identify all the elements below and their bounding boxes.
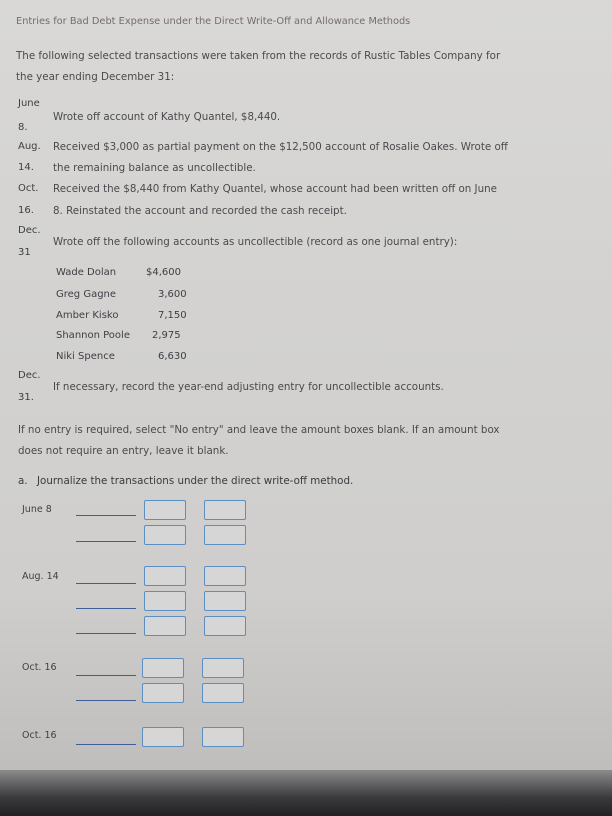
transaction-date-day: 31 <box>18 247 31 258</box>
account-amount: 7,150 <box>158 310 187 321</box>
transaction-description: Received $3,000 as partial payment on the $12,500 account of Rosalie Oakes. Wrote off <box>53 141 508 153</box>
account-amount: 6,630 <box>158 351 187 362</box>
transaction-description: Wrote off the following accounts as uncollectible (record as one journal entry): <box>53 236 458 248</box>
account-select[interactable] <box>76 744 136 745</box>
account-name: Greg Gagne <box>56 289 117 300</box>
credit-amount-input[interactable] <box>204 525 246 545</box>
bottom-shadow <box>0 770 612 816</box>
part-a-heading: Journalize the transactions under the direct write-off method. <box>37 475 354 487</box>
transaction-description: 8. Reinstated the account and recorded the cash receipt. <box>53 205 347 217</box>
intro-text-line-2: the year ending December 31: <box>16 71 175 83</box>
account-select[interactable] <box>76 608 136 609</box>
transaction-date-day: 31. <box>18 392 34 403</box>
debit-amount-input[interactable] <box>144 591 186 611</box>
transaction-date-month: Aug. <box>18 141 41 152</box>
account-amount: 2,975 <box>152 330 181 341</box>
credit-amount-input[interactable] <box>204 591 246 611</box>
account-name: Wade Dolan <box>56 267 117 278</box>
account-select[interactable] <box>76 541 136 542</box>
instructions-line-2: does not require an entry, leave it blank. <box>18 445 229 457</box>
account-select[interactable] <box>76 675 136 676</box>
credit-amount-input[interactable] <box>204 566 246 586</box>
transaction-description: Received the $8,440 from Kathy Quantel, whose account had been written off on June <box>53 183 497 195</box>
account-name: Shannon Poole <box>56 330 130 341</box>
transaction-description: Wrote off account of Kathy Quantel, $8,440. <box>53 111 281 123</box>
credit-amount-input[interactable] <box>202 658 244 678</box>
debit-amount-input[interactable] <box>142 683 184 703</box>
debit-amount-input[interactable] <box>144 500 186 520</box>
journal-date-label: Aug. 14 <box>22 571 59 582</box>
transaction-date-month: Dec. <box>18 225 41 236</box>
journal-date-label: June 8 <box>22 504 52 515</box>
debit-amount-input[interactable] <box>144 525 186 545</box>
account-select[interactable] <box>76 633 136 634</box>
transaction-date-day: 14. <box>18 162 34 173</box>
instructions-line-1: If no entry is required, select "No entry" and leave the amount boxes blank. If an amount box <box>18 424 500 436</box>
account-amount: 3,600 <box>158 289 187 300</box>
transaction-date-month: June <box>18 98 40 109</box>
debit-amount-input[interactable] <box>142 727 184 747</box>
transaction-date-month: Oct. <box>18 183 39 194</box>
account-name: Niki Spence <box>56 351 115 362</box>
account-select[interactable] <box>76 583 136 584</box>
transaction-date-day: 16. <box>18 205 34 216</box>
intro-text-line-1: The following selected transactions were taken from the records of Rustic Tables Company for <box>16 50 501 62</box>
transaction-description: the remaining balance as uncollectible. <box>53 162 256 174</box>
journal-date-label: Oct. 16 <box>22 730 57 741</box>
account-select[interactable] <box>76 515 136 516</box>
credit-amount-input[interactable] <box>204 616 246 636</box>
transaction-date-month: Dec. <box>18 370 41 381</box>
credit-amount-input[interactable] <box>202 683 244 703</box>
journal-date-label: Oct. 16 <box>22 662 57 673</box>
problem-title: Entries for Bad Debt Expense under the Direct Write-Off and Allowance Methods <box>16 16 411 27</box>
credit-amount-input[interactable] <box>202 727 244 747</box>
part-a-letter: a. <box>18 475 28 487</box>
transaction-description: If necessary, record the year-end adjusting entry for uncollectible accounts. <box>53 381 444 393</box>
credit-amount-input[interactable] <box>204 500 246 520</box>
debit-amount-input[interactable] <box>144 566 186 586</box>
debit-amount-input[interactable] <box>142 658 184 678</box>
account-select[interactable] <box>76 700 136 701</box>
debit-amount-input[interactable] <box>144 616 186 636</box>
account-amount: $4,600 <box>146 267 181 278</box>
transaction-date-day: 8. <box>18 122 28 133</box>
account-name: Amber Kisko <box>56 310 119 321</box>
